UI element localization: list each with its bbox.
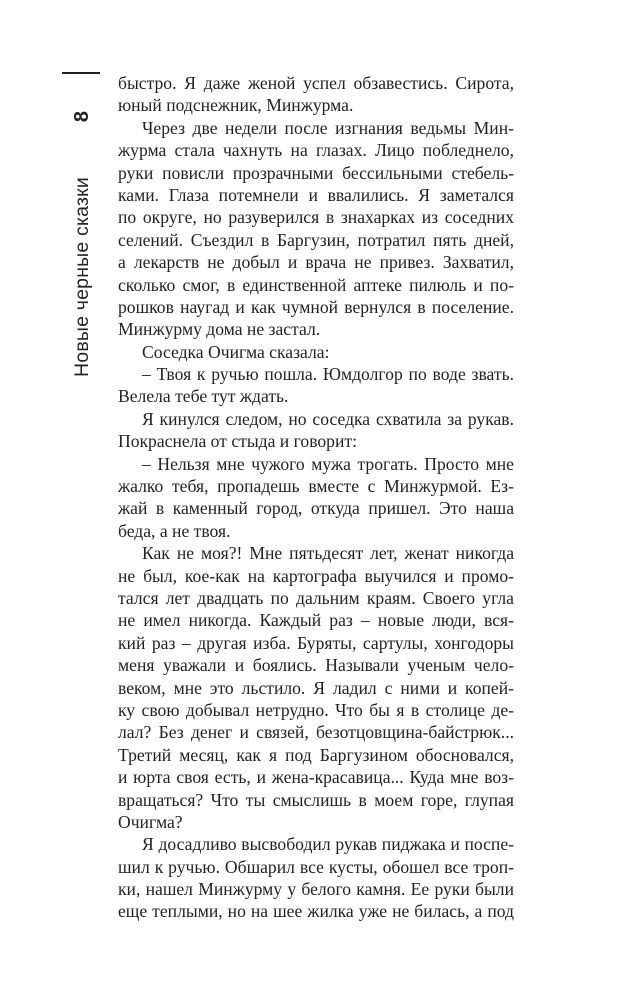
book-title: Новые черные сказки <box>70 177 93 377</box>
text-line: не был, кое-как на картографа выучился и промо- <box>118 565 514 586</box>
text-line: ки, нашел Минжурму у белого камня. Ее руки были <box>118 879 514 900</box>
text-line: журма стала чахнуть на глазах. Лицо побледнело, <box>118 140 514 161</box>
running-head-rule <box>62 72 100 74</box>
text-line: Я досадливо высвободил рукав пиджака и поспе- <box>142 834 514 855</box>
text-line: ками. Глаза потемнели и ввалились. Я заметался <box>118 184 514 205</box>
text-line: сколько смог, в единственной аптеке пилюль и по- <box>118 274 514 295</box>
text-line: селений. Съездил в Баргузин, потратил пять дней, <box>118 229 514 250</box>
text-line: ку свою добывал нетрудно. Что бы я в столице де- <box>118 699 514 720</box>
text-line: Через две недели после изгнания ведьмы Мин- <box>142 117 514 138</box>
text-line: еще теплыми, но на шее жилка уже не билась, а под <box>118 901 514 922</box>
text-line: Я кинулся следом, но соседка схватила за рукав. <box>142 408 514 429</box>
text-line: Велела тебе тут ждать. <box>118 386 289 407</box>
text-line: Минжурму дома не застал. <box>118 319 321 340</box>
text-line: кий раз – другая изба. Буряты, сартулы, хонгодоры <box>118 632 514 653</box>
text-line: жай в каменный город, откуда пришел. Это наша <box>118 498 514 519</box>
text-line: тался лет двадцать по дальним краям. Своего угла <box>118 587 514 608</box>
text-line: меня уважали и боялись. Называли ученым чело- <box>118 655 514 676</box>
text-line: веком, мне это льстило. Я ладил с ними и копей- <box>118 677 514 698</box>
body-text <box>118 72 514 923</box>
text-line: Соседка Очигма сказала: <box>142 341 330 362</box>
text-line: Очигма? <box>118 811 183 832</box>
text-line: – Нельзя мне чужого мужа трогать. Просто мне <box>142 453 514 474</box>
text-line: и юрта своя есть, и жена-красавица... Куда мне воз- <box>118 767 514 788</box>
text-line: вращаться? Что ты смыслишь в моем горе, глупая <box>118 789 514 810</box>
text-line: руки повисли прозрачными бессильными стебель- <box>118 162 514 183</box>
text-line: рошков наугад и как чумной вернулся в поселение. <box>118 296 514 317</box>
text-line: быстро. Я даже женой успел обзавестись. Сирота, <box>118 73 514 93</box>
text-line: Покраснела от стыда и говорит: <box>118 431 357 452</box>
text-line: лал? Без денег и связей, безотцовщина-байстрюк... <box>118 722 514 743</box>
text-line: Как не моя?! Мне пятьдесят лет, женат никогда <box>142 543 514 564</box>
text-line: по округе, но разуверился в знахарках из соседних <box>118 207 514 228</box>
text-line: Третий месяц, как я под Баргузином обосновался, <box>118 744 514 765</box>
running-head <box>68 101 96 391</box>
text-line: а лекарств не добыл и врача не привез. Захватил, <box>118 252 514 273</box>
text-line: юный подснежник, Минжурма. <box>118 95 354 116</box>
text-line: жалко тебя, пропадешь вместе с Минжурмой. Ез- <box>118 476 514 497</box>
text-line: шил к ручью. Обшарил все кусты, обошел все троп- <box>118 856 514 877</box>
text-line: беда, а не твоя. <box>118 520 231 541</box>
text-line: не имел никогда. Каждый раз – новые люди, вся- <box>118 610 514 631</box>
page-number: 8 <box>70 111 93 123</box>
text-line: – Твоя к ручью пошла. Юмдолгор по воде звать. <box>142 364 514 385</box>
